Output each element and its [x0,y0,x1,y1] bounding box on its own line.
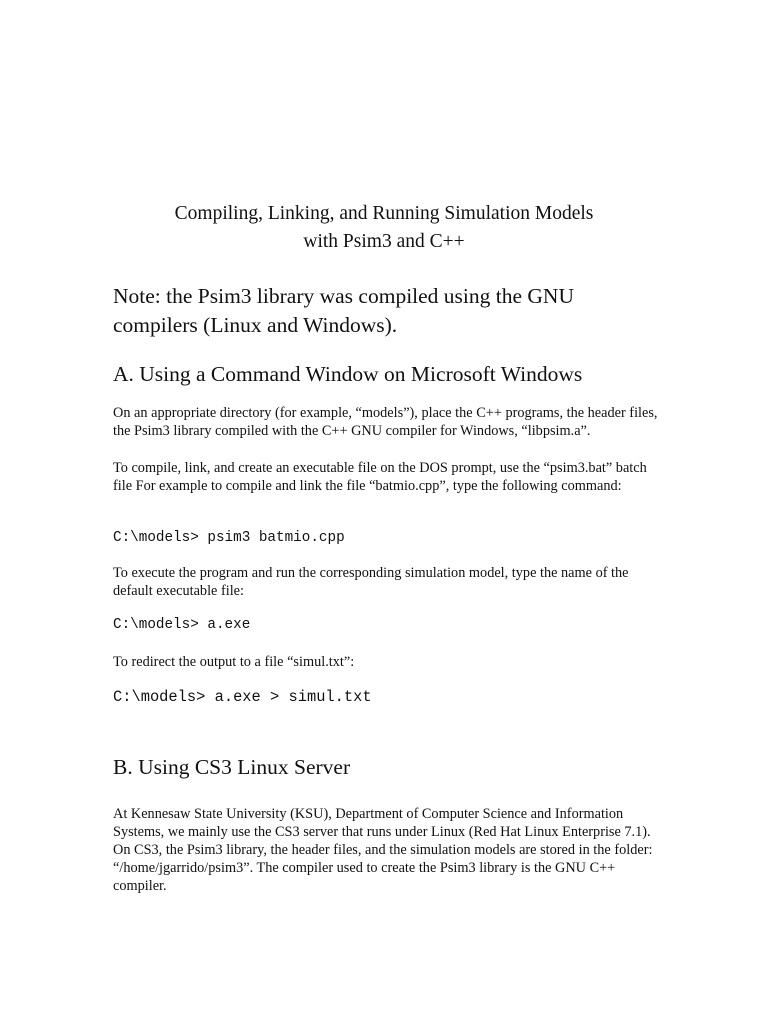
section-a-heading: A. Using a Command Window on Microsoft Windows [113,362,583,386]
section-a-paragraph-1: On an appropriate directory (for example, “models”), place the C++ programs, the header files, the Psim3 library compiled with the C++ GNU compiler for Windows, “libpsim.a”. [113,405,658,439]
section-a-paragraph-3: To execute the program and run the corresponding simulation model, type the name of the default executable file: [113,565,629,599]
command-redirect: C:\models> a.exe > simul.txt [113,688,372,706]
document-title-line-2: with Psim3 and C++ [303,231,465,252]
section-b-heading: B. Using CS3 Linux Server [113,755,351,779]
document-title-line-1: Compiling, Linking, and Running Simulation Models [174,203,594,224]
section-a-paragraph-4: To redirect the output to a file “simul.txt”: [113,654,355,670]
note-paragraph: Note: the Psim3 library was compiled using the GNU compilers (Linux and Windows). [113,284,574,337]
section-b-paragraph-1: At Kennesaw State University (KSU), Department of Computer Science and Information Systems, we mainly use the CS3 server that runs under Linux (Red Hat Linux Enterprise 7.1). On CS3, the Psim3 library, the header files, and the simulation models are stored in the folder: “/home/jgarrido/psim3”. The compiler used to create the Psim3 library is the GNU C++ compiler. [113,806,653,894]
command-execute: C:\models> a.exe [113,617,251,633]
section-a-paragraph-2: To compile, link, and create an executable file on the DOS prompt, use the “psim3.bat” batch file For example to compile and link the file “batmio.cpp”, type the following command: [113,460,647,494]
command-compile: C:\models> psim3 batmio.cpp [113,530,345,546]
